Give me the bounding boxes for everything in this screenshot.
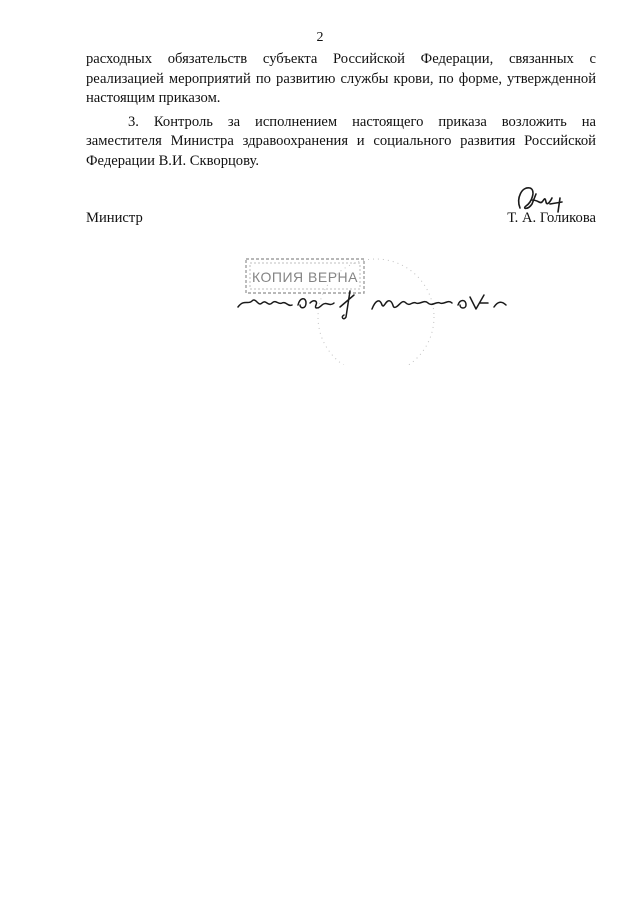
signer-name: Т. А. Голикова [507,210,596,226]
signature-block [86,210,596,227]
page-number: 2 [316,30,324,45]
document-body [86,50,596,171]
paragraph-3: 3. Контроль за исполнением настоящего приказа возложить на заместителя Министра здравоохранения и социального развития Российской Федерации В.И. Скворцову. [86,113,596,169]
handwritten-note [238,291,506,319]
continuation-paragraph: расходных обязательств субъекта Российской Федерации, связанных с реализацией мероприятий по развитию службы крови, по форме, утвержденной настоящим приказом. [86,51,596,106]
stamp-text: КОПИЯ ВЕРНА [252,269,358,285]
copy-certification-stamp [226,255,536,365]
position-title: Министр [86,210,143,226]
